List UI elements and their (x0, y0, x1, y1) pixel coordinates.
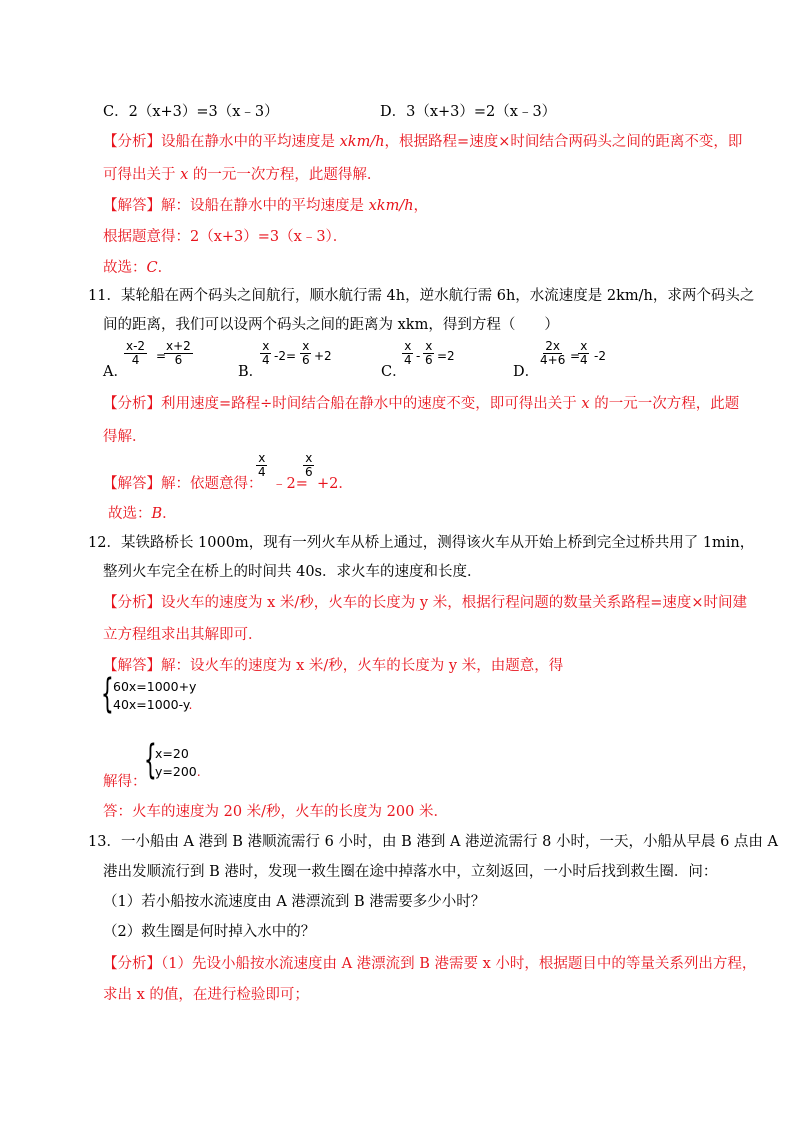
q10-analysis-line1: 【分析】设船在静水中的平均速度是 xkm/h，根据路程=速度×时间结合两码头之间的距离不变，即 (103, 134, 743, 150)
q13-analysis-line1: 【分析】（1）先设小船按水流速度由 A 港漂流到 B 港需要 x 小时，根据题目中的等量关系列出方程， (103, 956, 757, 972)
analysis-tag: 【分析】 (103, 956, 161, 972)
q11-option-b-frac1: $\frac{x}{4}$ (262, 339, 270, 367)
q11-option-d-frac1: $\frac{2x}{4+6}$ (540, 339, 566, 367)
q12-equation-system (113, 678, 196, 714)
left-brace-icon: { (144, 737, 157, 783)
q11-option-c-frac1: $\frac{x}{4}$ (404, 339, 412, 367)
q13-stem-line2: 港出发顺流行到 B 港时，发现一救生圈在途中掉落水中，立刻返回，一小时后找到救生圈．问： (103, 864, 718, 880)
q10-choice: 故选：C． (103, 260, 173, 276)
q11-option-d-label: D． (513, 364, 540, 380)
solution-1: x=20 (155, 746, 189, 761)
q12-solution-system (155, 745, 201, 781)
q11-stem-line2: 间的距离，我们可以设两个码头之间的距离为 xkm，得到方程（ ） (103, 317, 559, 333)
q13-sub-question-2: （2）救生圈是何时掉入水中的？ (103, 924, 316, 940)
q11-answer-frac1: $\frac{x}{4}$ (258, 451, 266, 479)
q12-stem-line1: 12．某铁路桥长 1000m，现有一列火车从桥上通过，测得该火车从开始上桥到完全过桥共用了 1min， (88, 535, 755, 551)
left-brace-icon: { (101, 671, 114, 717)
q11-option-a-frac2: $\frac{x+2}{6}$ (166, 339, 191, 367)
q12-conclusion: 答：火车的速度为 20 米/秒，火车的长度为 200 米． (103, 804, 448, 820)
q11-option-c-label: C． (381, 364, 407, 380)
q11-option-a-label: A． (103, 364, 128, 380)
q11-answer-frac2: $\frac{x}{6}$ (305, 451, 313, 479)
q12-stem-line2: 整列火车完全在桥上的时间共 40s．求火车的速度和长度． (103, 564, 482, 580)
equation-1: 60x=1000+y (113, 679, 197, 694)
equation-2: 40x=1000-y. (113, 697, 193, 712)
solution-2: y=200. (155, 764, 201, 779)
q11-option-a-frac1: $\frac{x-2}{4}$ (126, 339, 146, 367)
answer-tag: 【解答】 (103, 198, 161, 214)
q11-answer: 【解答】解：依题意得： (103, 476, 263, 492)
q10-answer-line1: 【解答】解：设船在静水中的平均速度是 xkm/h， (103, 198, 429, 214)
q11-analysis-line2: 得解． (103, 429, 147, 445)
q11-analysis-line1: 【分析】利用速度=路程÷时间结合船在静水中的速度不变，即可得出关于 x 的一元一次方程，此题 (103, 396, 740, 412)
q10-analysis-line2: 可得出关于 x 的一元一次方程，此题得解． (103, 167, 382, 183)
q12-analysis-line2: 立方程组求出其解即可． (103, 627, 263, 643)
q11-option-d-frac2: $\frac{x}{4}$ (580, 339, 588, 367)
q11-option-c-frac2: $\frac{x}{6}$ (425, 339, 433, 367)
q10-option-c: C．2（x+3）=3（x﹣3） (103, 104, 279, 120)
q13-stem-line1: 13．一小船由 A 港到 B 港顺流需行 6 小时，由 B 港到 A 港逆流需行 8 小时，一天，小船从早晨 6 点由 A (88, 834, 778, 850)
q11-option-b-label: B． (238, 364, 264, 380)
q12-analysis-line1: 【分析】设火车的速度为 x 米/秒，火车的长度为 y 米，根据行程问题的数量关系路程=速度×时间建 (103, 595, 747, 611)
answer-tag: 【解答】 (103, 476, 161, 492)
analysis-tag: 【分析】 (103, 595, 161, 611)
answer-tag: 【解答】 (103, 658, 161, 674)
q12-solve-label: 解得： (103, 774, 147, 790)
q11-choice: 故选：B． (108, 506, 177, 522)
q11-option-b-frac2: $\frac{x}{6}$ (302, 339, 310, 367)
q10-option-d: D．3（x+3）=2（x﹣3） (380, 104, 557, 120)
analysis-tag: 【分析】 (103, 396, 161, 412)
q12-answer-line1: 【解答】解：设火车的速度为 x 米/秒，火车的长度为 y 米，由题意，得 (103, 658, 564, 674)
q13-sub-question-1: （1）若小船按水流速度由 A 港漂流到 B 港需要多少小时？ (103, 894, 486, 910)
q13-analysis-line2: 求出 x 的值，在进行检验即可； (103, 987, 309, 1003)
q11-stem-line1: 11．某轮船在两个码头之间航行，顺水航行需 4h，逆水航行需 6h，水流速度是 2km/h，求两个码头之 (88, 288, 755, 304)
analysis-tag: 【分析】 (103, 134, 161, 150)
q10-answer-line2: 根据题意得：2（x+3）=3（x﹣3）． (103, 229, 348, 245)
